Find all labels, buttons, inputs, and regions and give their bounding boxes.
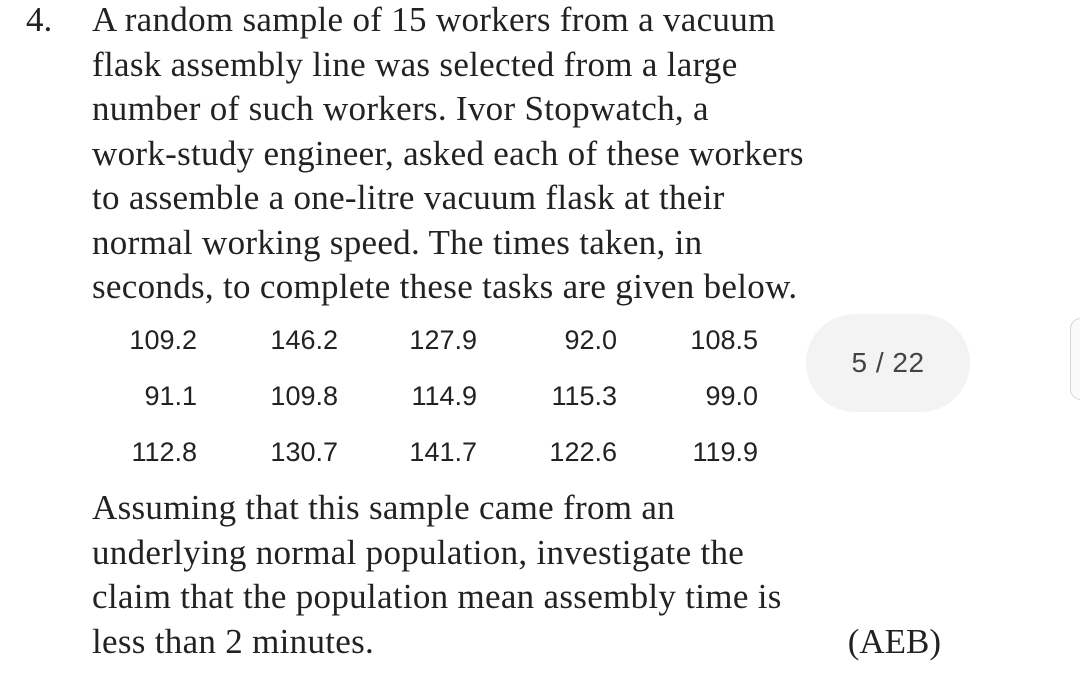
table-cell: 112.8 <box>131 437 197 467</box>
intro-line: work-study engineer, asked each of these workers <box>92 133 804 173</box>
question-intro <box>92 0 804 312</box>
table-cell: 91.1 <box>144 381 197 411</box>
page-indicator: 5 / 22 <box>806 314 970 412</box>
intro-line: flask assembly line was selected from a large <box>92 44 738 84</box>
task-line: Assuming that this sample came from an <box>92 488 675 527</box>
scroll-handle[interactable] <box>1070 318 1080 400</box>
table-cell: 146.2 <box>270 325 338 355</box>
intro-line: A random sample of 15 workers from a vacuum <box>92 0 776 39</box>
table-cell: 99.0 <box>705 381 758 411</box>
table-cell: 130.7 <box>270 437 338 467</box>
source-citation: (AEB) <box>847 622 941 661</box>
table-cell: 141.7 <box>409 437 477 467</box>
question-number: 4. <box>26 0 53 39</box>
table-cell: 109.2 <box>129 325 197 355</box>
table-row <box>100 434 770 490</box>
table-cell: 115.3 <box>551 381 617 411</box>
task-line: underlying normal population, investigate the <box>92 532 745 572</box>
table-cell: 92.0 <box>564 325 617 355</box>
table-row <box>100 322 770 378</box>
table-cell: 108.5 <box>690 325 758 355</box>
task-line: claim that the population mean assembly time is <box>92 577 782 616</box>
intro-line: seconds, to complete these tasks are given below. <box>92 267 798 306</box>
intro-line: normal working speed. The times taken, in <box>92 222 703 262</box>
table-row <box>100 378 770 434</box>
table-cell: 127.9 <box>409 325 477 355</box>
table-cell: 109.8 <box>270 381 338 411</box>
table-cell: 119.9 <box>692 437 758 467</box>
intro-line: number of such workers. Ivor Stopwatch, a <box>92 89 709 128</box>
times-table <box>100 322 770 490</box>
table-cell: 122.6 <box>549 437 617 467</box>
table-cell: 114.9 <box>411 381 477 411</box>
intro-line: to assemble a one-litre vacuum flask at their <box>92 178 725 217</box>
question-task <box>92 488 782 666</box>
task-line: less than 2 minutes. <box>92 621 375 661</box>
